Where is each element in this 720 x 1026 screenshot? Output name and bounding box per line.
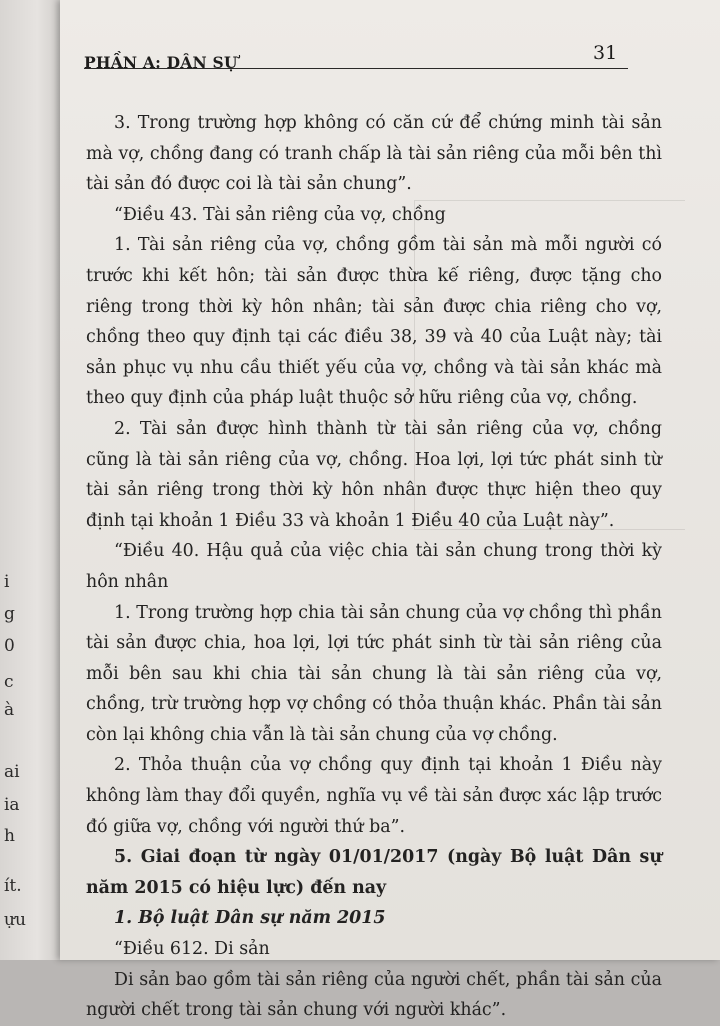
- article-40-heading: “Điều 40. Hậu quả của việc chia tài sản chung trong thời kỳ hôn nhân: [86, 541, 662, 592]
- facing-page-fragment: g: [4, 604, 15, 624]
- facing-page-fragment: ựu: [4, 910, 26, 930]
- section-5-heading: 5. Giai đoạn từ ngày 01/01/2017 (ngày Bộ luật Dân sự năm 2015 có hiệu lực) đến nay: [86, 847, 662, 898]
- facing-page-fragment: à: [4, 700, 15, 720]
- article-43-clause-2: 2. Tài sản được hình thành từ tài sản riêng của vợ, chồng cũng là tài sản riêng của vợ, chồng. Hoa lợi, lợi tức phát sinh từ tài sản riêng trong thời kỳ hôn nhân được thực hiện theo quy định tại khoản 1 Điều 33 và khoản 1 Điều 40 của Luật này”.: [86, 418, 662, 531]
- article-40-clause-1: 1. Trong trường hợp chia tài sản chung của vợ chồng thì phần tài sản được chia, hoa lợi, lợi tức phát sinh từ tài sản riêng của mỗi bên sau khi chia tài sản chung là tài sản riêng của vợ, chồng, trừ trường hợp vợ chồng có thỏa thuận khác. Phần tài sản còn lại không chia vẫn là tài sản chung của vợ chồng.: [86, 602, 662, 745]
- facing-page-fragment: i: [4, 572, 10, 592]
- facing-page-fragment: ia: [4, 795, 20, 815]
- running-header-title: PHẦN A: DÂN SỰ: [84, 53, 238, 72]
- book-page: [60, 0, 720, 1021]
- page-body: [86, 108, 662, 1026]
- page-number: 31: [593, 42, 618, 64]
- facing-page-edge: [0, 0, 62, 960]
- subsection-civil-code-2015: 1. Bộ luật Dân sự năm 2015: [114, 908, 386, 929]
- facing-page-fragment: h: [4, 826, 15, 846]
- header-rule: [84, 68, 628, 69]
- facing-page-fragment: 0: [4, 636, 15, 656]
- paragraph-clause-3: 3. Trong trường hợp không có căn cứ để chứng minh tài sản mà vợ, chồng đang có tranh chấp là tài sản riêng của mỗi bên thì tài sản đó được coi là tài sản chung”.: [86, 113, 662, 195]
- facing-page-fragment: ít.: [4, 876, 22, 896]
- facing-page-fragment: ai: [4, 762, 20, 782]
- facing-page-fragment: c: [4, 672, 14, 692]
- article-612-text: Di sản bao gồm tài sản riêng của người chết, phần tài sản của người chết trong tài sản chung với người khác”.: [86, 969, 662, 1021]
- article-612-heading: “Điều 612. Di sản: [114, 939, 270, 960]
- article-40-clause-2: 2. Thỏa thuận của vợ chồng quy định tại khoản 1 Điều này không làm thay đổi quyền, nghĩa vụ về tài sản được xác lập trước đó giữa vợ, chồng với người thứ ba”.: [86, 755, 662, 837]
- article-43-clause-1: 1. Tài sản riêng của vợ, chồng gồm tài sản mà mỗi người có trước khi kết hôn; tài sản được thừa kế riêng, được tặng cho riêng trong thời kỳ hôn nhân; tài sản được chia riêng cho vợ, chồng theo quy định tại các điều 38, 39 và 40 của Luật này; tài sản phục vụ nhu cầu thiết yếu của vợ, chồng và tài sản khác mà theo quy định của pháp luật thuộc sở hữu riêng của vợ, chồng.: [86, 235, 662, 409]
- article-43-heading: “Điều 43. Tài sản riêng của vợ, chồng: [114, 204, 446, 225]
